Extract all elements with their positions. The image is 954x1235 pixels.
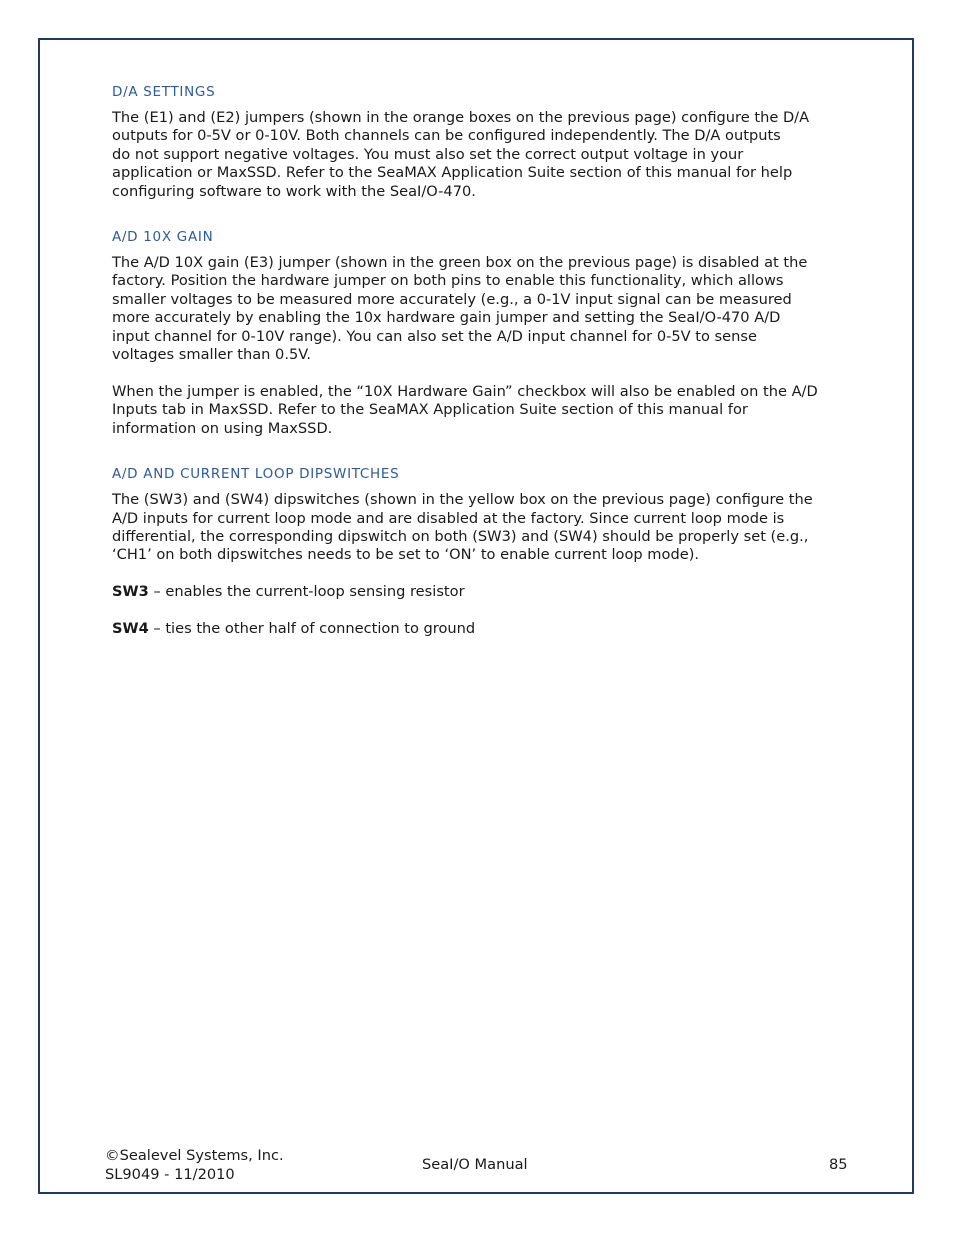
footer-manual-title: SeaI/O Manual bbox=[422, 1156, 528, 1173]
sw4-description bbox=[112, 620, 847, 638]
footer-doc-id: SL9049 - 11/2010 bbox=[105, 1166, 235, 1183]
sw4-text: – ties the other half of connection to ground bbox=[148, 620, 476, 638]
footer-page-number: 85 bbox=[829, 1156, 848, 1173]
section-title-da-settings: D/A SETTINGS bbox=[112, 84, 216, 100]
ad-gain-paragraph-2: When the jumper is enabled, the “10X Hardware Gain” checkbox will also be enabled on the A/D Inputs tab in MaxSSD. Refer to the SeaMAX Application Suite section of this manual for information on using MaxSSD. bbox=[112, 382, 818, 437]
sw4-label: SW4 bbox=[112, 620, 149, 638]
section-title-current-loop: A/D AND CURRENT LOOP DIPSWITCHES bbox=[112, 466, 400, 483]
sw3-description bbox=[112, 583, 847, 601]
current-loop-paragraph: The (SW3) and (SW4) dipswitches (shown in the yellow box on the previous page) configure the A/D inputs for current loop mode and are disabled at the factory. Since current loop mode is differential, the corresponding dipswitch on both (SW3) and (SW4) should be properly set (e.g., ‘CH1’ on both dipswitches needs to be set to ‘ON’ to enable current loop mode). bbox=[112, 491, 813, 564]
sw3-text: – enables the current-loop sensing resistor bbox=[148, 583, 465, 601]
page-content bbox=[112, 84, 847, 639]
ad-gain-paragraph-1: The A/D 10X gain (E3) jumper (shown in the green box on the previous page) is disabled at the factory. Position the hardware jumper on both pins to enable this functionality, which allows smaller voltages to be measured more accurately (e.g., a 0-1V input signal can be measured more accurately by enabling the 10x hardware gain jumper and setting the SeaI/O-470 A/D input channel for 0-10V range). You can also set the A/D input channel for 0-5V to sense voltages smaller than 0.5V. bbox=[112, 254, 808, 364]
sw3-label: SW3 bbox=[112, 583, 149, 601]
section-title-ad-10x-gain: A/D 10X GAIN bbox=[112, 229, 214, 246]
footer-copyright: ©Sealevel Systems, Inc. bbox=[105, 1147, 284, 1164]
footer-left bbox=[105, 1146, 284, 1184]
da-settings-paragraph: The (E1) and (E2) jumpers (shown in the orange boxes on the previous page) configure the D/A outputs for 0-5V or 0-10V. Both channels can be configured independently. The D/A outputs do not support negative voltages. You must also set the correct output voltage in your application or MaxSSD. Refer to the SeaMAX Application Suite section of this manual for help configuring software to work with the SeaI/O-470. bbox=[112, 109, 810, 200]
